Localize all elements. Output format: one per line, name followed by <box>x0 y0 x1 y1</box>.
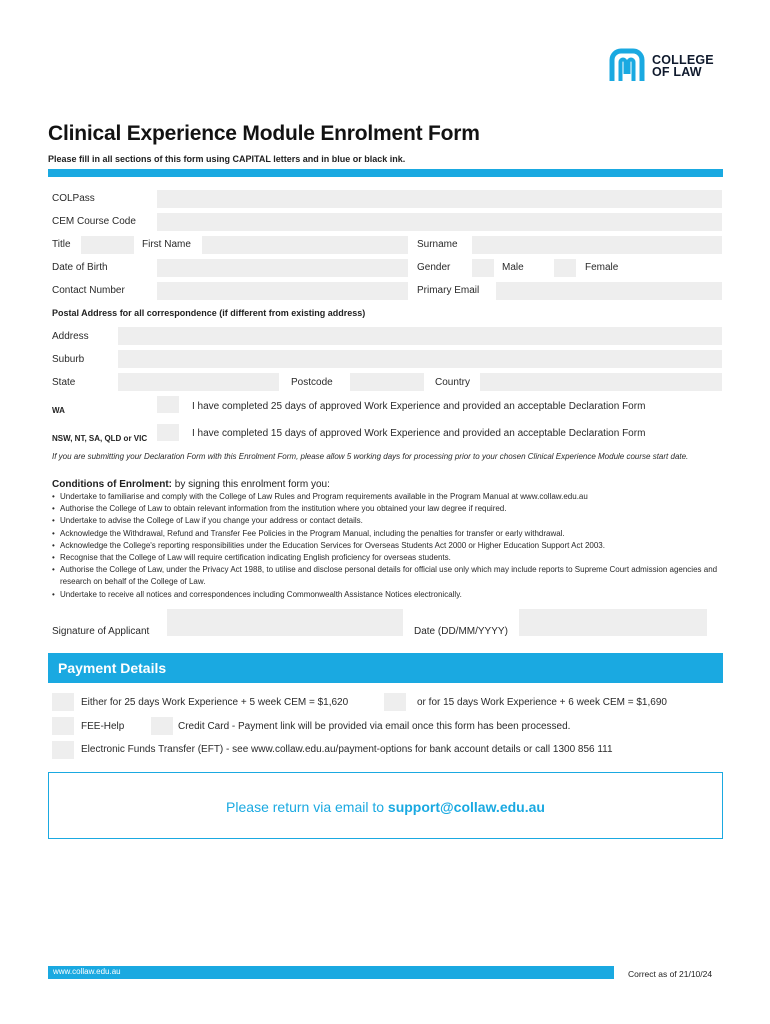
postcode-label: Postcode <box>291 377 333 388</box>
colpass-label: COLPass <box>52 193 95 204</box>
option-25-checkbox[interactable] <box>52 693 74 711</box>
address-label: Address <box>52 331 89 342</box>
date-of-birth-input[interactable] <box>157 259 408 277</box>
signature-date-label: Date (DD/MM/YYYY) <box>414 626 508 637</box>
support-email-link[interactable]: support@collaw.edu.au <box>387 799 545 815</box>
eft-checkbox[interactable] <box>52 741 74 759</box>
return-instructions <box>49 799 722 815</box>
condition-item: • Authorise the College of Law to obtain relevant information from the institution where you obtained your law degree if required. <box>52 503 722 515</box>
suburb-label: Suburb <box>52 354 85 365</box>
condition-item: • Undertake to receive all notices and correspondences including Commonwealth Assistance Notices electronically. <box>52 589 722 601</box>
return-instructions-box <box>48 772 723 839</box>
date-of-birth-label: Date of Birth <box>52 262 108 273</box>
header-divider <box>48 169 723 177</box>
postal-address-heading: Postal Address for all correspondence (if different from existing address) <box>52 308 366 318</box>
country-label: Country <box>435 377 471 388</box>
contact-number-input[interactable] <box>157 282 408 300</box>
college-logo-icon <box>609 48 645 84</box>
eft-label: Electronic Funds Transfer (EFT) - see www.collaw.edu.au/payment-options for bank account details or call 1300 856 111 <box>81 744 613 755</box>
other-states-label: NSW, NT, SA, QLD or VIC <box>52 434 148 443</box>
wa-label: WA <box>52 406 65 415</box>
condition-item: • Acknowledge the Withdrawal, Refund and Transfer Fee Policies in the Program Manual, including the penalties for transfer or early withdrawal. <box>52 528 722 540</box>
contact-number-label: Contact Number <box>52 285 125 296</box>
address-input[interactable] <box>118 327 722 345</box>
signature-label: Signature of Applicant <box>52 626 150 637</box>
cem-course-code-label: CEM Course Code <box>52 216 136 227</box>
wa-declaration-text: I have completed 25 days of approved Work Experience and provided an acceptable Declaration Form <box>192 401 646 412</box>
title-input[interactable] <box>81 236 134 254</box>
condition-item: • Authorise the College of Law, under the Privacy Act 1988, to utilise and disclose personal details for official use only which may include reports to Supreme Court admission agencies and research on behalf of the College of Law. <box>52 564 722 588</box>
college-logo-text <box>652 54 714 78</box>
postcode-input[interactable] <box>350 373 424 391</box>
primary-email-input[interactable] <box>496 282 722 300</box>
surname-input[interactable] <box>472 236 722 254</box>
suburb-input[interactable] <box>118 350 722 368</box>
other-states-checkbox[interactable] <box>157 424 179 441</box>
gender-male-checkbox[interactable] <box>472 259 494 277</box>
option-15-label: or for 15 days Work Experience + 6 week CEM = $1,690 <box>417 697 667 708</box>
logo-line-2: OF LAW <box>652 65 702 79</box>
primary-email-label: Primary Email <box>417 285 480 296</box>
credit-card-checkbox[interactable] <box>151 717 173 735</box>
form-subtitle: Please fill in all sections of this form using CAPITAL letters and in blue or black ink. <box>48 154 406 164</box>
signature-input[interactable] <box>167 609 403 636</box>
credit-card-label: Credit Card - Payment link will be provided via email once this form has been processed. <box>178 721 571 732</box>
college-logo <box>609 48 714 84</box>
cem-course-code-input[interactable] <box>157 213 722 231</box>
condition-item: • Undertake to familiarise and comply with the College of Law Rules and Program requirements available in the Program Manual at www.collaw.edu.au <box>52 491 722 503</box>
fee-help-checkbox[interactable] <box>52 717 74 735</box>
gender-label: Gender <box>417 262 451 273</box>
footer-bar <box>48 966 614 979</box>
return-prefix: Please return via email to <box>226 799 385 815</box>
state-label: State <box>52 377 76 388</box>
option-25-label: Either for 25 days Work Experience + 5 week CEM = $1,620 <box>81 697 349 708</box>
fee-help-label: FEE-Help <box>81 721 125 732</box>
condition-item: • Recognise that the College of Law will require certification indicating English proficiency for overseas students. <box>52 552 722 564</box>
condition-item: • Acknowledge the College's reporting responsibilities under the Education Services for Overseas Students Act 2000 or Higher Education Support Act 2003. <box>52 540 722 552</box>
first-name-input[interactable] <box>202 236 408 254</box>
other-states-declaration-text: I have completed 15 days of approved Work Experience and provided an acceptable Declaration Form <box>192 428 646 439</box>
form-title: Clinical Experience Module Enrolment Form <box>48 122 480 145</box>
logo-line-1: COLLEGE <box>652 53 714 67</box>
signature-date-input[interactable] <box>519 609 707 636</box>
title-label: Title <box>52 239 71 250</box>
gender-female-checkbox[interactable] <box>554 259 576 277</box>
conditions-heading-bold: Conditions of Enrolment: <box>52 479 172 490</box>
surname-label: Surname <box>417 239 458 250</box>
gender-female-label: Female <box>585 262 619 273</box>
footer-revision-date: Correct as of 21/10/24 <box>628 969 713 979</box>
conditions-list <box>52 491 722 601</box>
country-input[interactable] <box>480 373 722 391</box>
payment-heading: Payment Details <box>58 660 167 676</box>
conditions-heading <box>52 479 330 490</box>
declaration-note: If you are submitting your Declaration Form with this Enrolment Form, please allow 5 working days for processing prior to your chosen Clinical Experience Module course start date. <box>52 452 689 461</box>
payment-header <box>48 653 723 683</box>
condition-item: • Undertake to advise the College of Law if you change your address or contact details. <box>52 515 722 527</box>
wa-checkbox[interactable] <box>157 396 179 413</box>
first-name-label: First Name <box>142 239 191 250</box>
conditions-heading-rest: by signing this enrolment form you: <box>174 479 330 490</box>
colpass-input[interactable] <box>157 190 722 208</box>
gender-male-label: Male <box>502 262 524 273</box>
option-15-checkbox[interactable] <box>384 693 406 711</box>
state-input[interactable] <box>118 373 279 391</box>
footer-url-link[interactable]: www.collaw.edu.au <box>53 967 121 976</box>
